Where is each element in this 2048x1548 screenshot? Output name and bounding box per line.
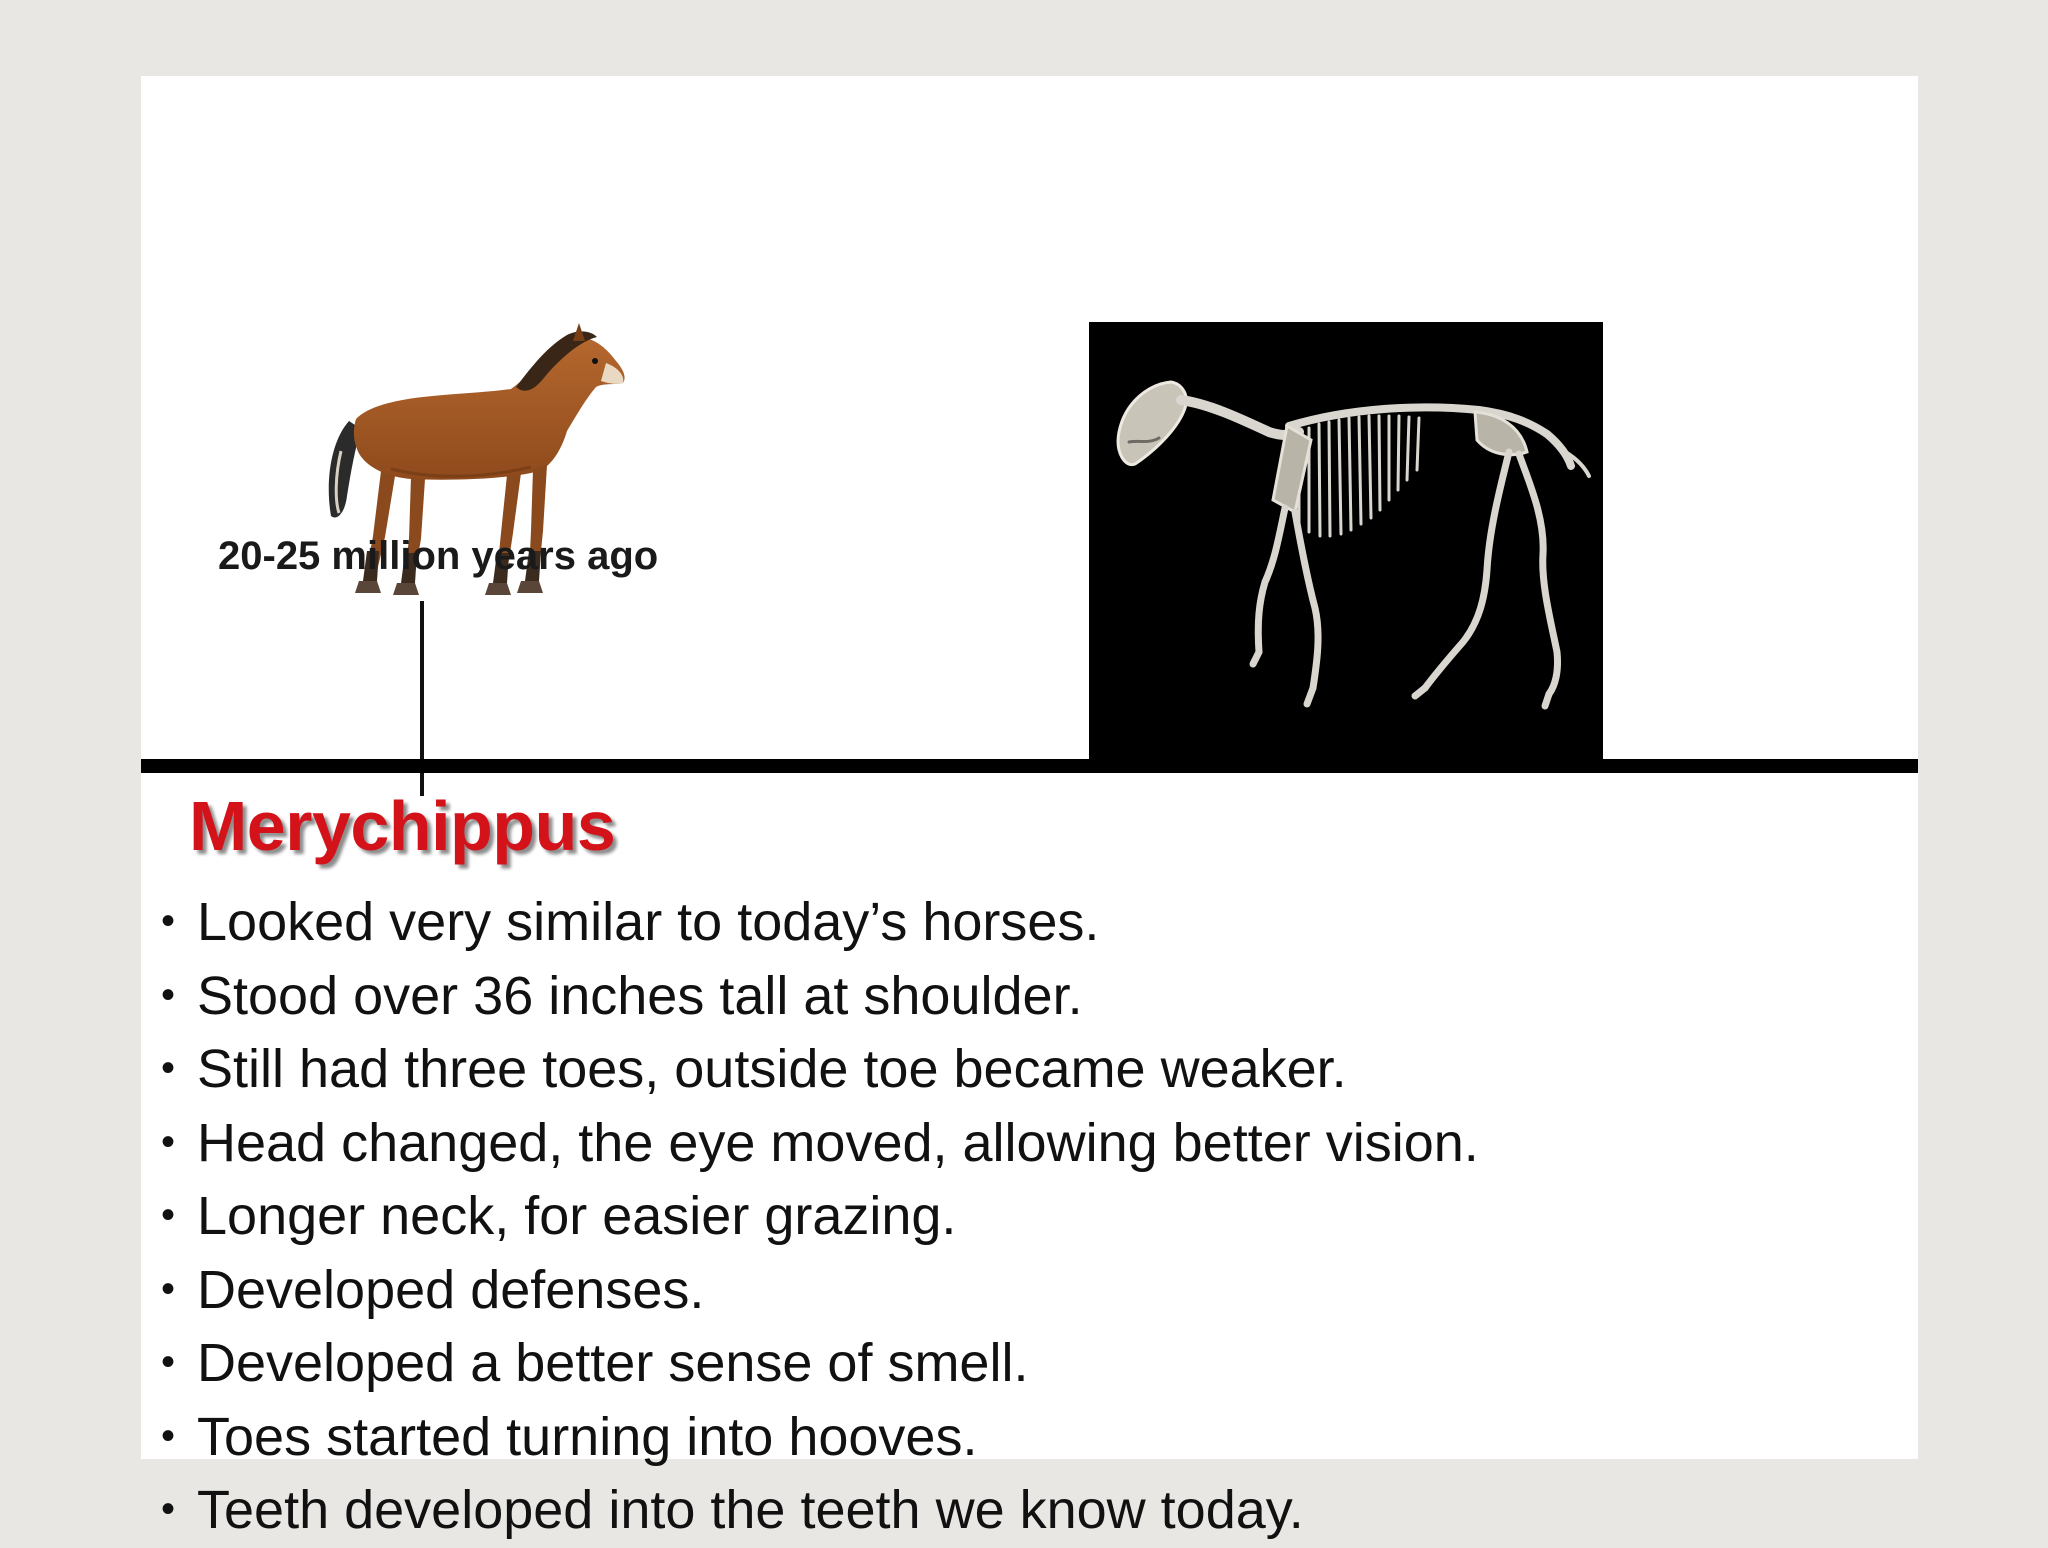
skeleton-illustration bbox=[1089, 322, 1603, 762]
facts-list bbox=[159, 886, 1479, 1548]
fact-text: Developed defenses. bbox=[197, 1259, 705, 1320]
fact-item bbox=[159, 1107, 1479, 1181]
fact-item bbox=[159, 1033, 1479, 1107]
fact-item bbox=[159, 1327, 1479, 1401]
fact-text: Head changed, the eye moved, allowing better vision. bbox=[197, 1112, 1479, 1173]
bullet-icon: • bbox=[161, 972, 176, 1017]
fact-text: Still had three toes, outside toe became weaker. bbox=[197, 1039, 1347, 1099]
bullet-icon: • bbox=[161, 1487, 176, 1531]
slide bbox=[141, 76, 1918, 1540]
fact-text: Teeth developed into the teeth we know today. bbox=[197, 1480, 1304, 1540]
fact-item bbox=[159, 886, 1479, 960]
fact-item bbox=[159, 1474, 1479, 1548]
fact-text: Toes started turning into hooves. bbox=[197, 1406, 978, 1467]
fact-item bbox=[159, 960, 1479, 1034]
skeleton-photo bbox=[1089, 322, 1603, 762]
fact-item bbox=[159, 1254, 1479, 1328]
fact-text: Stood over 36 inches tall at shoulder. bbox=[197, 965, 1083, 1026]
bullet-icon: • bbox=[161, 1413, 176, 1458]
bullet-icon: • bbox=[161, 899, 176, 943]
fact-text: Looked very similar to today’s horses. bbox=[197, 892, 1100, 952]
slide-title: Merychippus bbox=[189, 787, 616, 865]
bullet-icon: • bbox=[161, 1193, 176, 1237]
fact-item bbox=[159, 1401, 1479, 1475]
fact-text: Developed a better sense of smell. bbox=[197, 1333, 1029, 1393]
bullet-icon: • bbox=[161, 1266, 176, 1311]
bullet-icon: • bbox=[161, 1340, 176, 1384]
fact-text: Longer neck, for easier grazing. bbox=[197, 1186, 957, 1246]
bullet-icon: • bbox=[161, 1119, 176, 1164]
fact-item bbox=[159, 1180, 1479, 1254]
timeline-bar bbox=[141, 759, 1918, 773]
bullet-icon: • bbox=[161, 1046, 176, 1090]
timeline-date-label: 20-25 million years ago bbox=[218, 534, 659, 578]
